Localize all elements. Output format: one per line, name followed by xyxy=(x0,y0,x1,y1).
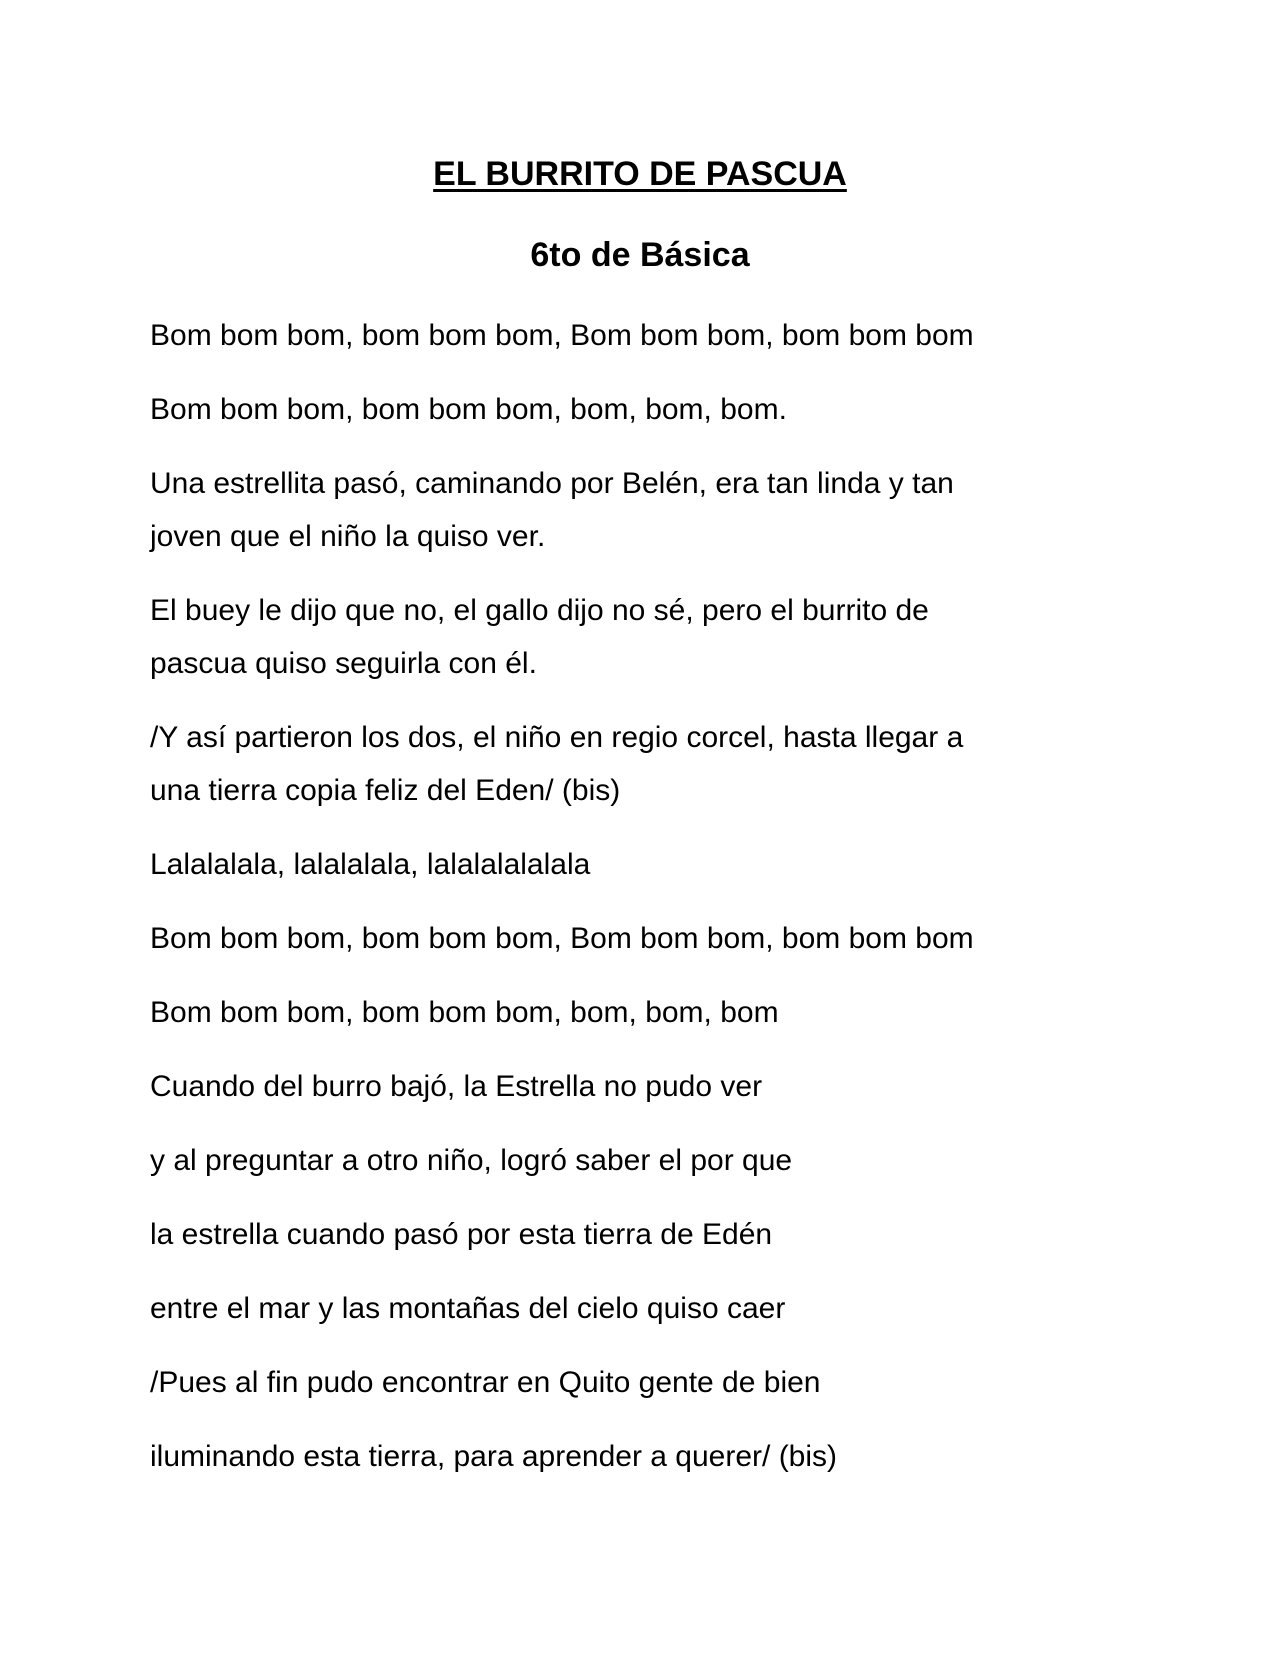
lyric-paragraph xyxy=(150,986,1130,1039)
lyric-line: pascua quiso seguirla con él. xyxy=(150,647,537,680)
lyric-paragraph xyxy=(150,1060,1130,1113)
lyric-line: Bom bom bom, bom bom bom, Bom bom bom, bom bom bom xyxy=(150,922,974,955)
lyric-paragraph xyxy=(150,838,1130,891)
lyric-line: Lalalalala, lalalalala, lalalalalalala xyxy=(150,848,591,881)
lyric-line: El buey le dijo que no, el gallo dijo no sé, pero el burrito de xyxy=(150,594,929,627)
lyric-line: Cuando del burro bajó, la Estrella no pudo ver xyxy=(150,1070,763,1103)
lyric-paragraph xyxy=(150,457,1130,563)
lyric-line: Una estrellita pasó, caminando por Belén, era tan linda y tan xyxy=(150,467,954,500)
document-subtitle: 6to de Básica xyxy=(530,236,750,274)
lyric-line: Bom bom bom, bom bom bom, bom, bom, bom xyxy=(150,996,779,1029)
lyric-paragraph xyxy=(150,912,1130,965)
lyric-line: la estrella cuando pasó por esta tierra de Edén xyxy=(150,1218,773,1251)
lyric-paragraph xyxy=(150,1356,1130,1409)
lyric-paragraph xyxy=(150,1208,1130,1261)
lyric-paragraph xyxy=(150,383,1130,436)
lyric-line: Bom bom bom, bom bom bom, Bom bom bom, bom bom bom xyxy=(150,319,974,352)
lyric-paragraph xyxy=(150,584,1130,690)
lyrics-body xyxy=(150,309,1130,1504)
lyric-line: iluminando esta tierra, para aprender a querer/ (bis) xyxy=(150,1440,838,1473)
lyric-line: entre el mar y las montañas del cielo quiso caer xyxy=(150,1292,786,1325)
lyric-line: joven que el niño la quiso ver. xyxy=(150,520,546,553)
lyric-paragraph xyxy=(150,711,1130,817)
lyric-paragraph xyxy=(150,1430,1130,1483)
lyric-line: Bom bom bom, bom bom bom, bom, bom, bom. xyxy=(150,393,787,426)
lyric-line: /Y así partieron los dos, el niño en regio corcel, hasta llegar a xyxy=(150,721,964,754)
document-title: EL BURRITO DE PASCUA xyxy=(433,155,847,193)
lyric-line: una tierra copia feliz del Eden/ (bis) xyxy=(150,774,621,807)
lyric-paragraph xyxy=(150,309,1130,362)
lyric-line: y al preguntar a otro niño, logró saber el por que xyxy=(150,1144,793,1177)
lyric-paragraph xyxy=(150,1134,1130,1187)
lyric-line: /Pues al fin pudo encontrar en Quito gente de bien xyxy=(150,1366,821,1399)
lyric-paragraph xyxy=(150,1282,1130,1335)
